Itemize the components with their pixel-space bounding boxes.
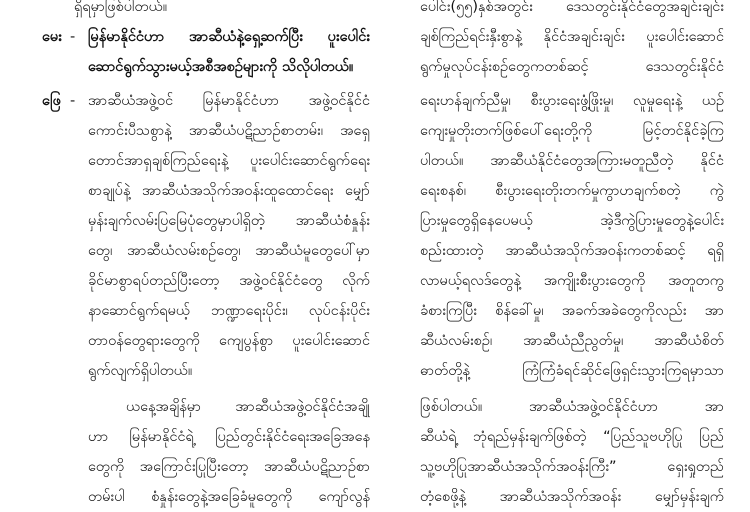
body-line: သူ့ဗဟိုပြုအာဆီယံအသိုက်အဝန်းကြီး” ရှေးရှုတည် <box>420 459 724 475</box>
body-line: ဓာတ်တို့နဲ့ ကြံကြံခံရင်ဆိုင်ဖြေရှင်းသွားကြရမှာသာ <box>420 363 724 379</box>
body-line: ရေးစနစ်၊ စီးပွားရေးတိုးတက်မှုကွာဟချက်စတဲ့ ကွဲ <box>420 183 724 199</box>
answer-line: တမ်းပါ စံနှုန်းတွေနဲ့အခြေခံမူတွေကို ကျော်လွန် <box>88 489 370 505</box>
body-line: ရွက်မှုလုပ်ငန်းစဉ်တွေကတစ်ဆင့် ဒေသတွင်းနိုင်ငံ <box>420 59 724 75</box>
body-line: ခံစားကြပြီး စိန်ခေါ်မှု၊ အခက်အခဲတွေကိုလည်း အာ <box>420 303 724 319</box>
question-dash: - <box>70 29 76 45</box>
body-line: ပါတယ်။ အာဆီယံနိုင်ငံတွေအကြားမတူညီတဲ့ နိုင်ငံ <box>420 153 724 169</box>
right-column <box>420 0 724 505</box>
answer-line: စာချုပ်နဲ့ အာဆီယံအသိုက်အဝန်းထူထောင်ရေး မျှော် <box>88 183 370 199</box>
top-fragment: ရှိရမှာဖြစ်ပါတယ်။ <box>74 0 168 15</box>
answer-line: တွေ၊ အာဆီယံလမ်းစဉ်တွေ၊ အာဆီယံမူတွေပေါ်မှာ <box>88 243 370 259</box>
answer-label: ဖြေ <box>42 93 61 109</box>
body-line: တံ့စေဖို့နဲ့ အာဆီယံအသိုက်အဝန်း မျှော်မှန်းချက် <box>420 489 724 505</box>
body-line: ပြားမှုတွေရှိနေပေမယ့် အဲ့ဒီကွဲပြားမှုတွေနဲ့ပေါင်း <box>420 213 724 229</box>
answer-line: တွေကို အကြောင်းပြုပြီးတော့ အာဆီယံပဋိညာဉ်စာ <box>88 459 370 475</box>
body-line: ဆီယံလမ်းစဉ်၊ အာဆီယံညီညွတ်မှု၊ အာဆီယံစိတ် <box>420 333 724 349</box>
answer-line: ကောင်းပီသစွာနဲ့ အာဆီယံပဋိညာဉ်စာတမ်း၊ အရှေ့ <box>88 123 370 139</box>
answer-line: ခိုင်မာစွာရပ်တည်ပြီးတော့ အဖွဲ့ဝင်နိုင်ငံတွေ လိုက် <box>88 273 370 289</box>
answer-line: ဟာ မြန်မာနိုင်ငံရဲ့ ပြည်တွင်းနိုင်ငံရေးအခြေအနေ <box>88 429 370 445</box>
body-line: ချစ်ကြည်ရင်းနှီးစွာနဲ့ နိုင်ငံအချင်းချင်း ပူးပေါင်းဆောင် <box>420 29 724 45</box>
body-line: ပေါင်း(၅၅)နှစ်အတွင်း ဒေသတွင်းနိုင်ငံတွေအချင်းချင်း <box>420 0 724 15</box>
body-line: ကျေးမှုတိုးတက်ဖြစ်ပေါ်ရေးတို့ကို မြင့်တင်နိုင်ခဲ့ကြ <box>420 123 724 139</box>
answer-line: တောင်အာရှချစ်ကြည်ရေးနဲ့ ပူးပေါင်းဆောင်ရွက်ရေး <box>88 153 370 169</box>
body-line: ရေးဟန်ချက်ညီမှု၊ စီးပွားရေးဖွံ့ဖြိုးမှု၊ လူမှုရေးနဲ့ ယဉ် <box>420 93 724 109</box>
body-line: ဖြစ်ပါတယ်။ အာဆီယံအဖွဲ့ဝင်နိုင်ငံဟာ အာ <box>420 399 724 415</box>
answer-line: ရွက်လျက်ရှိပါတယ်။ <box>88 363 193 379</box>
left-column <box>36 0 370 505</box>
answer-dash: - <box>70 93 76 109</box>
body-line: စည်းထားတဲ့ အာဆီယံအသိုက်အဝန်းကတစ်ဆင့် ရရှိ <box>420 243 724 259</box>
body-line: ဆီယံရဲ့ ဘုံရည်မှန်းချက်ဖြစ်တဲ့ “ပြည်သူဗဟိုပြု ပြည် <box>420 429 724 445</box>
answer-line: မှန်းချက်လမ်းပြမြေပုံတွေမှာပါရှိတဲ့ အာဆီယံစံနှုန်း <box>88 213 370 229</box>
answer-line: ယနေ့အချိန်မှာ အာဆီယံအဖွဲ့ဝင်နိုင်ငံအချို့ <box>126 399 370 415</box>
question-label: မေး <box>42 29 62 45</box>
answer-line: နာဆောင်ရွက်ရမယ့် ဘဏ္ဍာရေးပိုင်း၊ လုပ်ငန်းပိုင်း <box>88 303 370 319</box>
body-line: လာမယ့်ရလဒ်တွေနဲ့ အကျိုးစီးပွားတွေကို အတူတကွ <box>420 273 724 289</box>
question-line: မြန်မာနိုင်ငံဟာ အာဆီယံနဲ့ရှေ့ဆက်ပြီး ပူးပေါင်း <box>88 29 370 45</box>
answer-line: တာဝန်တွေရားတွေကို ကျေပွန်စွာ ပူးပေါင်းဆောင် <box>88 333 370 349</box>
answer-line: အာဆီယံအဖွဲ့ဝင် မြန်မာနိုင်ငံဟာ အဖွဲ့ဝင်နိုင်ငံ <box>88 93 370 109</box>
question-line: ဆောင်ရွက်သွားမယ့်အစီအစဉ်များကို သိလိုပါတယ်။ <box>88 59 354 75</box>
